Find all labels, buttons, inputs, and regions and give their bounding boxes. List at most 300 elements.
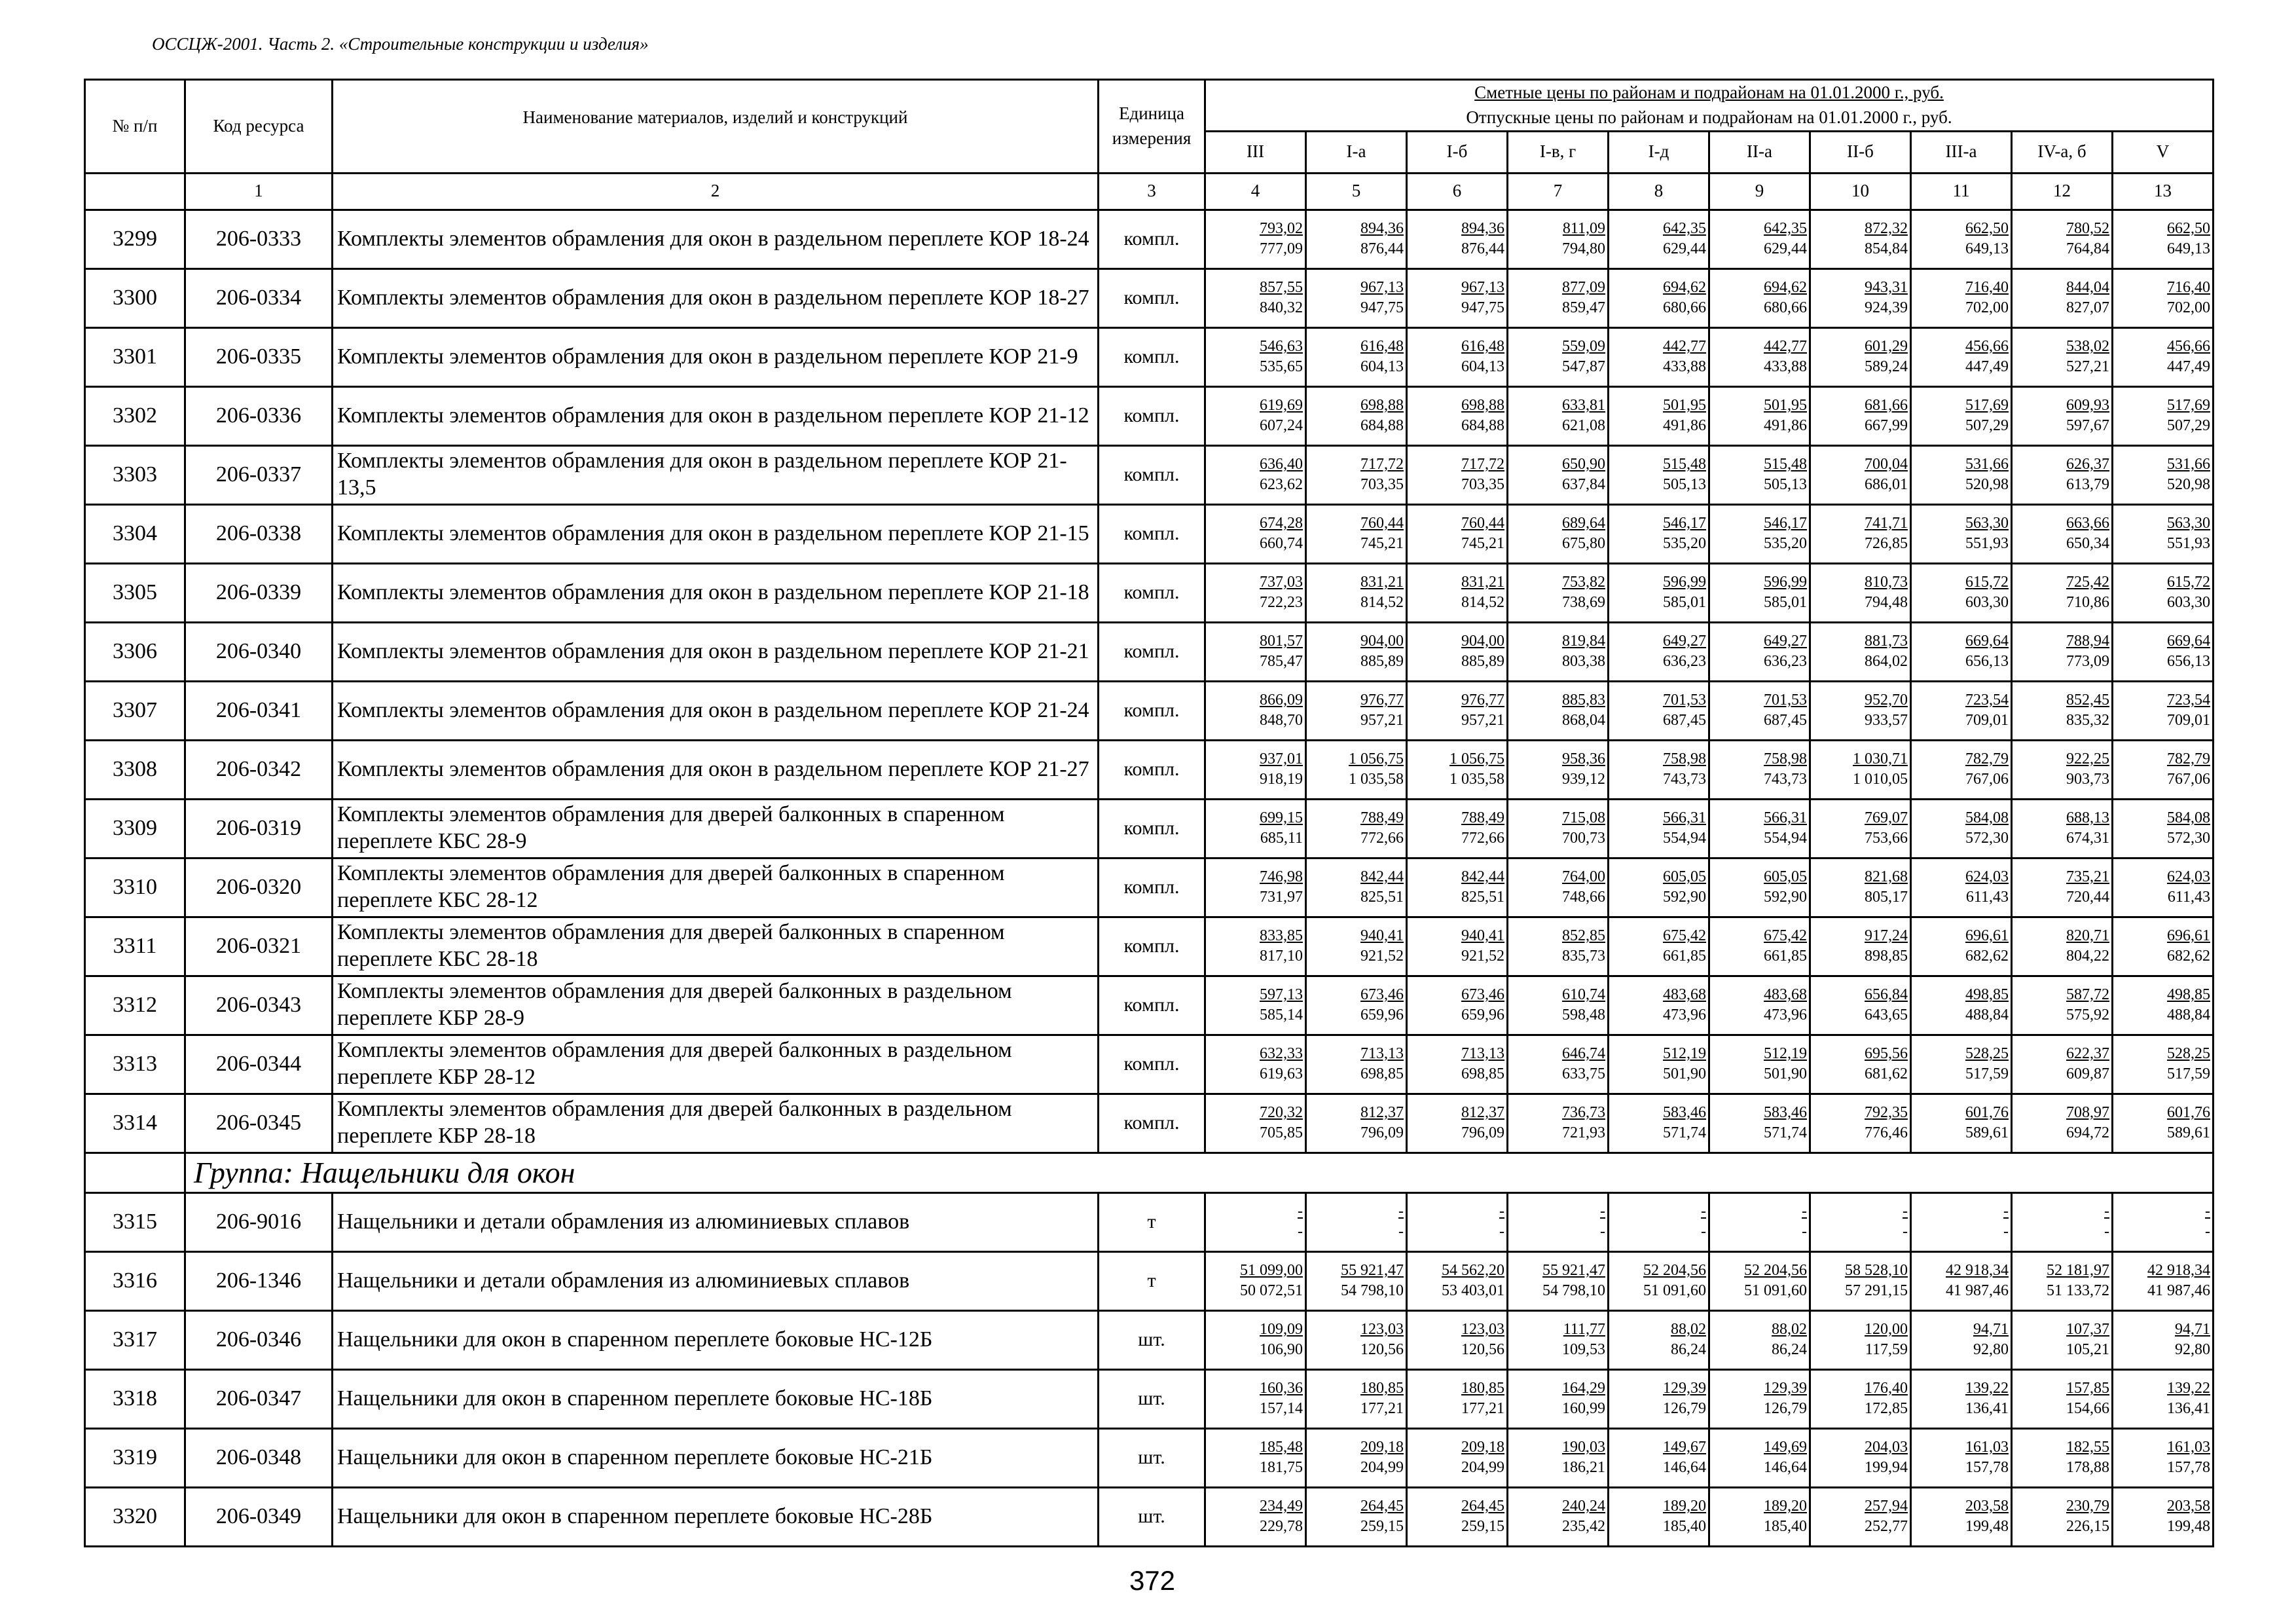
price-cell [1911,563,2012,622]
resource-code: 206-0339 [185,563,333,622]
estimate-price: 801,57 [1260,632,1303,650]
price-cell [1810,740,1911,799]
price-cell [2012,563,2113,622]
price-cell [1911,1487,2012,1546]
estimate-price: 649,27 [1764,632,1807,650]
estimate-price: 976,77 [1360,691,1404,709]
price-cell [1407,799,1508,858]
estimate-price: 636,40 [1260,455,1303,473]
region-header: I-д [1609,131,1709,173]
estimate-price: 257,94 [1865,1497,1908,1515]
estimate-price: 788,49 [1461,809,1504,826]
estimate-price: 958,36 [1562,750,1605,767]
price-cell [2113,386,2214,445]
material-name: Комплекты элементов обрамления для дверей балконных в спаренном переплете КБС 28-9 [333,799,1099,858]
estimate-price: 609,93 [2066,396,2109,414]
release-price: 817,10 [1260,948,1303,965]
price-cell [1810,563,1911,622]
price-cell [1911,327,2012,386]
release-price: 698,85 [1360,1065,1404,1083]
release-price: 709,01 [1965,712,2009,729]
price-cell [1508,1094,1609,1153]
price-cell [1407,504,1508,563]
estimate-price: 758,98 [1764,750,1807,767]
release-price: 106,90 [1260,1341,1303,1359]
estimate-price: 725,42 [2066,573,2109,591]
estimate-price: 741,71 [1865,514,1908,532]
price-cell [1205,622,1306,681]
price-cell [1306,386,1407,445]
release-price: 680,66 [1663,299,1706,317]
release-price: 226,15 [2066,1518,2109,1536]
estimate-price: - [2003,1202,2009,1220]
release-price: 488,84 [2167,1006,2210,1024]
release-price: 126,79 [1764,1400,1807,1418]
header-price-caption [1205,80,2214,132]
price-cell [2012,1310,2113,1369]
release-price: 745,21 [1360,535,1404,553]
header-no: № п/п [85,80,185,174]
estimate-price: 596,99 [1764,573,1807,591]
release-price: 585,14 [1260,1006,1303,1024]
estimate-price: 483,68 [1663,986,1706,1003]
price-cell [1306,917,1407,976]
estimate-price: 723,54 [2167,691,2210,709]
release-price: 825,51 [1461,889,1504,906]
price-cell [1810,1094,1911,1153]
release-price: 957,21 [1461,712,1504,729]
price-cell [2012,445,2113,504]
release-price: 505,13 [1764,476,1807,494]
estimate-price: 512,19 [1663,1044,1706,1062]
price-cell [1810,1192,1911,1251]
price-cell [1709,327,1810,386]
resource-code: 206-0343 [185,976,333,1035]
price-cell [1709,740,1810,799]
group-row [85,1153,2214,1192]
price-cell [1205,563,1306,622]
release-price: 551,93 [2167,535,2210,553]
resource-code: 206-0340 [185,622,333,681]
release-price: 146,64 [1764,1459,1807,1477]
row-number: 3310 [85,858,185,917]
estimate-price: 904,00 [1360,632,1404,650]
price-cell [1407,858,1508,917]
release-price: 433,88 [1663,358,1706,376]
price-cell [1205,681,1306,740]
release-price: 607,24 [1260,417,1303,435]
resource-code: 206-9016 [185,1192,333,1251]
resource-code: 206-0348 [185,1428,333,1487]
release-price: 885,89 [1461,653,1504,671]
estimate-price: 209,18 [1461,1438,1504,1456]
release-price: 643,65 [1865,1006,1908,1024]
estimate-price: 922,25 [2066,750,2109,767]
estimate-price: 190,03 [1562,1438,1605,1456]
estimate-price: 669,64 [1965,632,2009,650]
release-price: 229,78 [1260,1518,1303,1536]
region-header: II-б [1810,131,1911,173]
resource-code: 206-0344 [185,1035,333,1094]
estimate-price: 88,02 [1671,1320,1706,1338]
material-name: Нащельники для окон в спаренном переплете боковые НС-12Б [333,1310,1099,1369]
estimate-price: 820,71 [2066,927,2109,944]
estimate-price: 546,17 [1764,514,1807,532]
price-cell [2113,1487,2214,1546]
release-price: 722,23 [1260,594,1303,612]
row-number: 3316 [85,1251,185,1310]
release-price: 682,62 [1965,948,2009,965]
release-price: 703,35 [1461,476,1504,494]
estimate-price: 546,17 [1663,514,1706,532]
estimate-price: 615,72 [1965,573,2009,591]
estimate-price: 673,46 [1461,986,1504,1003]
estimate-price: 204,03 [1865,1438,1908,1456]
price-cell [1609,386,1709,445]
material-name: Нащельники для окон в спаренном переплете боковые НС-18Б [333,1369,1099,1428]
estimate-price: 735,21 [2066,868,2109,885]
estimate-price: 943,31 [1865,278,1908,296]
price-cell [1205,1487,1306,1546]
release-price: 921,52 [1461,948,1504,965]
release-price: 854,84 [1865,240,1908,258]
resource-code: 206-0335 [185,327,333,386]
price-cell [1810,504,1911,563]
region-header: II-а [1709,131,1810,173]
material-name: Комплекты элементов обрамления для окон в раздельном переплете КОР 21-24 [333,681,1099,740]
table-row [85,445,2214,504]
release-price: 86,24 [1772,1341,1807,1359]
estimate-price: 517,69 [1965,396,2009,414]
price-cell [2113,976,2214,1035]
release-price: 777,09 [1260,240,1303,258]
price-cell [1508,445,1609,504]
table-row [85,210,2214,268]
price-cell [2113,622,2214,681]
price-cell [1609,681,1709,740]
estimate-price: 52 181,97 [2047,1261,2109,1279]
release-price: 51 091,60 [1643,1282,1706,1300]
release-price: 572,30 [1965,830,2009,847]
estimate-price: 563,30 [1965,514,2009,532]
release-price: 876,44 [1360,240,1404,258]
release-price: 507,29 [2167,417,2210,435]
release-price: 659,96 [1360,1006,1404,1024]
estimate-price: 107,37 [2066,1320,2109,1338]
price-cell [2113,799,2214,858]
release-price: 92,80 [2175,1341,2210,1359]
price-cell [1810,799,1911,858]
price-cell [1306,976,1407,1035]
estimate-price: - [1701,1202,1706,1220]
price-cell [1508,1428,1609,1487]
release-price: - [1802,1223,1807,1241]
release-price: 796,09 [1360,1124,1404,1142]
release-price: 520,98 [1965,476,2009,494]
release-price: 491,86 [1663,417,1706,435]
price-cell [2012,740,2113,799]
release-price: 1 010,05 [1853,771,1908,788]
estimate-price: 442,77 [1764,337,1807,355]
estimate-price: 566,31 [1764,809,1807,826]
estimate-price: 157,85 [2066,1379,2109,1397]
estimate-price: 872,32 [1865,219,1908,237]
estimate-price: 58 528,10 [1845,1261,1908,1279]
estimate-price: 88,02 [1772,1320,1807,1338]
release-price: 703,35 [1360,476,1404,494]
resource-code: 206-0349 [185,1487,333,1546]
release-price: - [1298,1223,1303,1241]
price-cell [2012,858,2113,917]
estimate-price: 976,77 [1461,691,1504,709]
group-label: Группа: Нащельники для окон [185,1153,2214,1192]
price-cell [1407,622,1508,681]
price-cell [1810,1310,1911,1369]
estimate-price: 182,55 [2066,1438,2109,1456]
estimate-price: 129,39 [1764,1379,1807,1397]
release-price: 947,75 [1461,299,1504,317]
estimate-price: 546,63 [1260,337,1303,355]
price-cell [1911,917,2012,976]
material-name: Комплекты элементов обрамления для окон в раздельном переплете КОР 21-9 [333,327,1099,386]
table-row [85,799,2214,858]
release-price: 181,75 [1260,1459,1303,1477]
price-cell [1609,504,1709,563]
column-number: 7 [1508,173,1609,210]
release-price: - [1701,1223,1706,1241]
price-cell [1306,563,1407,622]
material-name: Комплекты элементов обрамления для окон в раздельном переплете КОР 21-21 [333,622,1099,681]
price-cell [2113,740,2214,799]
estimate-price: 831,21 [1461,573,1504,591]
price-cell [2012,976,2113,1035]
price-cell [1508,1251,1609,1310]
release-price: 517,59 [1965,1065,2009,1083]
table-row [85,1192,2214,1251]
price-cell [1609,976,1709,1035]
estimate-price: 615,72 [2167,573,2210,591]
estimate-price: 736,73 [1562,1103,1605,1121]
estimate-price: 622,37 [2066,1044,2109,1062]
estimate-price: 769,07 [1865,809,1908,826]
release-price: 235,42 [1562,1518,1605,1536]
estimate-price: 717,72 [1461,455,1504,473]
release-price: 682,62 [2167,948,2210,965]
estimate-price: 120,00 [1865,1320,1908,1338]
release-price: 661,85 [1663,948,1706,965]
price-cell [1709,445,1810,504]
price-cell [2113,1192,2214,1251]
price-cell [1407,1192,1508,1251]
resource-code: 206-0342 [185,740,333,799]
price-cell [1709,504,1810,563]
estimate-price: 737,03 [1260,573,1303,591]
resource-code: 206-1346 [185,1251,333,1310]
price-cell [1609,445,1709,504]
material-name: Комплекты элементов обрамления для дверей балконных в раздельном переплете КБР 28-12 [333,1035,1099,1094]
table-row [85,1310,2214,1369]
estimate-price: 782,79 [2167,750,2210,767]
material-name: Комплекты элементов обрамления для дверей балконных в раздельном переплете КБР 28-18 [333,1094,1099,1153]
estimate-price: 812,37 [1360,1103,1404,1121]
release-price: 814,52 [1461,594,1504,612]
estimate-price: 610,74 [1562,986,1605,1003]
estimate-price: 209,18 [1360,1438,1404,1456]
estimate-price: 52 204,56 [1643,1261,1706,1279]
estimate-price: 780,52 [2066,219,2109,237]
resource-code: 206-0338 [185,504,333,563]
price-cell [1306,1192,1407,1251]
resource-code: 206-0341 [185,681,333,740]
price-cell [1911,268,2012,327]
release-price: 804,22 [2066,948,2109,965]
estimate-price: 123,03 [1360,1320,1404,1338]
price-cell [1911,445,2012,504]
price-cell [1709,1369,1810,1428]
price-cell [1911,976,2012,1035]
estimate-price: 852,45 [2066,691,2109,709]
row-number: 3301 [85,327,185,386]
resource-code: 206-0333 [185,210,333,268]
price-cell [1407,386,1508,445]
material-name: Комплекты элементов обрамления для окон в раздельном переплете КОР 21-15 [333,504,1099,563]
estimate-price: 616,48 [1360,337,1404,355]
estimate-price: 937,01 [1260,750,1303,767]
price-cell [1508,504,1609,563]
release-price: 659,96 [1461,1006,1504,1024]
price-cell [1407,1428,1508,1487]
estimate-price: 139,22 [1965,1379,2009,1397]
price-cell [1911,386,2012,445]
estimate-price: 857,55 [1260,278,1303,296]
price-cell [1911,681,2012,740]
price-cell [2113,1428,2214,1487]
release-price: 501,90 [1663,1065,1706,1083]
price-cell [1709,268,1810,327]
column-number: 9 [1709,173,1810,210]
estimate-price: 877,09 [1562,278,1605,296]
estimate-price: 812,37 [1461,1103,1504,1121]
estimate-price: 626,37 [2066,455,2109,473]
release-price: 705,85 [1260,1124,1303,1142]
release-price: 918,19 [1260,771,1303,788]
estimate-price: 844,04 [2066,278,2109,296]
price-cell [1609,1192,1709,1251]
estimate-price: 51 099,00 [1240,1261,1303,1279]
price-cell [1810,976,1911,1035]
release-price: 773,09 [2066,653,2109,671]
price-cell [1205,1369,1306,1428]
price-cell [1911,1310,2012,1369]
column-number: 10 [1810,173,1911,210]
release-price: 1 035,58 [1349,771,1404,788]
price-cell [1911,1369,2012,1428]
estimate-price: 139,22 [2167,1379,2210,1397]
price-cell [1911,1251,2012,1310]
release-price: - [2205,1223,2210,1241]
price-cell [1407,1251,1508,1310]
release-price: 921,52 [1360,948,1404,965]
release-price: 623,62 [1260,476,1303,494]
estimate-price: 55 921,47 [1341,1261,1404,1279]
release-price: 794,48 [1865,594,1908,612]
release-price: 619,63 [1260,1065,1303,1083]
release-price: 433,88 [1764,358,1807,376]
release-price: - [1499,1223,1504,1241]
release-price: 517,59 [2167,1065,2210,1083]
estimate-price: 715,08 [1562,809,1605,826]
release-price: 720,44 [2066,889,2109,906]
price-cell [1609,268,1709,327]
estimate-price: 456,66 [1965,337,2009,355]
release-price: 748,66 [1562,889,1605,906]
row-number: 3300 [85,268,185,327]
release-price: 473,96 [1764,1006,1807,1024]
release-price: 805,17 [1865,889,1908,906]
estimate-price: 52 204,56 [1744,1261,1807,1279]
estimate-price: 694,62 [1764,278,1807,296]
price-table [84,79,2214,1547]
release-price: 649,13 [2167,240,2210,258]
price-cell [1709,917,1810,976]
row-number: 3299 [85,210,185,268]
estimate-price: 42 918,34 [1946,1261,2009,1279]
table-header [85,80,2214,210]
release-price: 685,11 [1260,830,1303,847]
release-price: 178,88 [2066,1459,2109,1477]
estimate-price: 161,03 [2167,1438,2210,1456]
column-number: 4 [1205,173,1306,210]
estimate-price: 819,84 [1562,632,1605,650]
price-cell [1407,976,1508,1035]
estimate-price: 894,36 [1461,219,1504,237]
price-cell [2012,1035,2113,1094]
estimate-price: 695,56 [1865,1044,1908,1062]
release-price: 157,78 [1965,1459,2009,1477]
price-cell [1508,917,1609,976]
row-number: 3302 [85,386,185,445]
price-cell [1609,1251,1709,1310]
estimate-price: 689,64 [1562,514,1605,532]
price-cell [1205,1251,1306,1310]
material-name: Комплекты элементов обрамления для окон в раздельном переплете КОР 21-27 [333,740,1099,799]
price-cell [1609,1369,1709,1428]
price-cell [1205,268,1306,327]
price-cell [1407,1035,1508,1094]
price-cell [1709,622,1810,681]
unit: компл. [1099,622,1205,681]
estimate-price: 538,02 [2066,337,2109,355]
estimate-price: 662,50 [2167,219,2210,237]
release-price: 686,01 [1865,476,1908,494]
estimate-price: 852,85 [1562,927,1605,944]
unit: компл. [1099,386,1205,445]
release-price: 859,47 [1562,299,1605,317]
price-cell [2012,1094,2113,1153]
unit: шт. [1099,1369,1205,1428]
price-cell [1709,1310,1810,1369]
release-price: 592,90 [1764,889,1807,906]
estimate-price: 688,13 [2066,809,2109,826]
price-cell [1810,1487,1911,1546]
release-price: 535,65 [1260,358,1303,376]
material-name: Комплекты элементов обрамления для окон в раздельном переплете КОР 18-24 [333,210,1099,268]
release-price: 527,21 [2066,358,2109,376]
price-cell [1911,858,2012,917]
price-cell [1205,1094,1306,1153]
resource-code: 206-0320 [185,858,333,917]
estimate-price: - [1398,1202,1404,1220]
